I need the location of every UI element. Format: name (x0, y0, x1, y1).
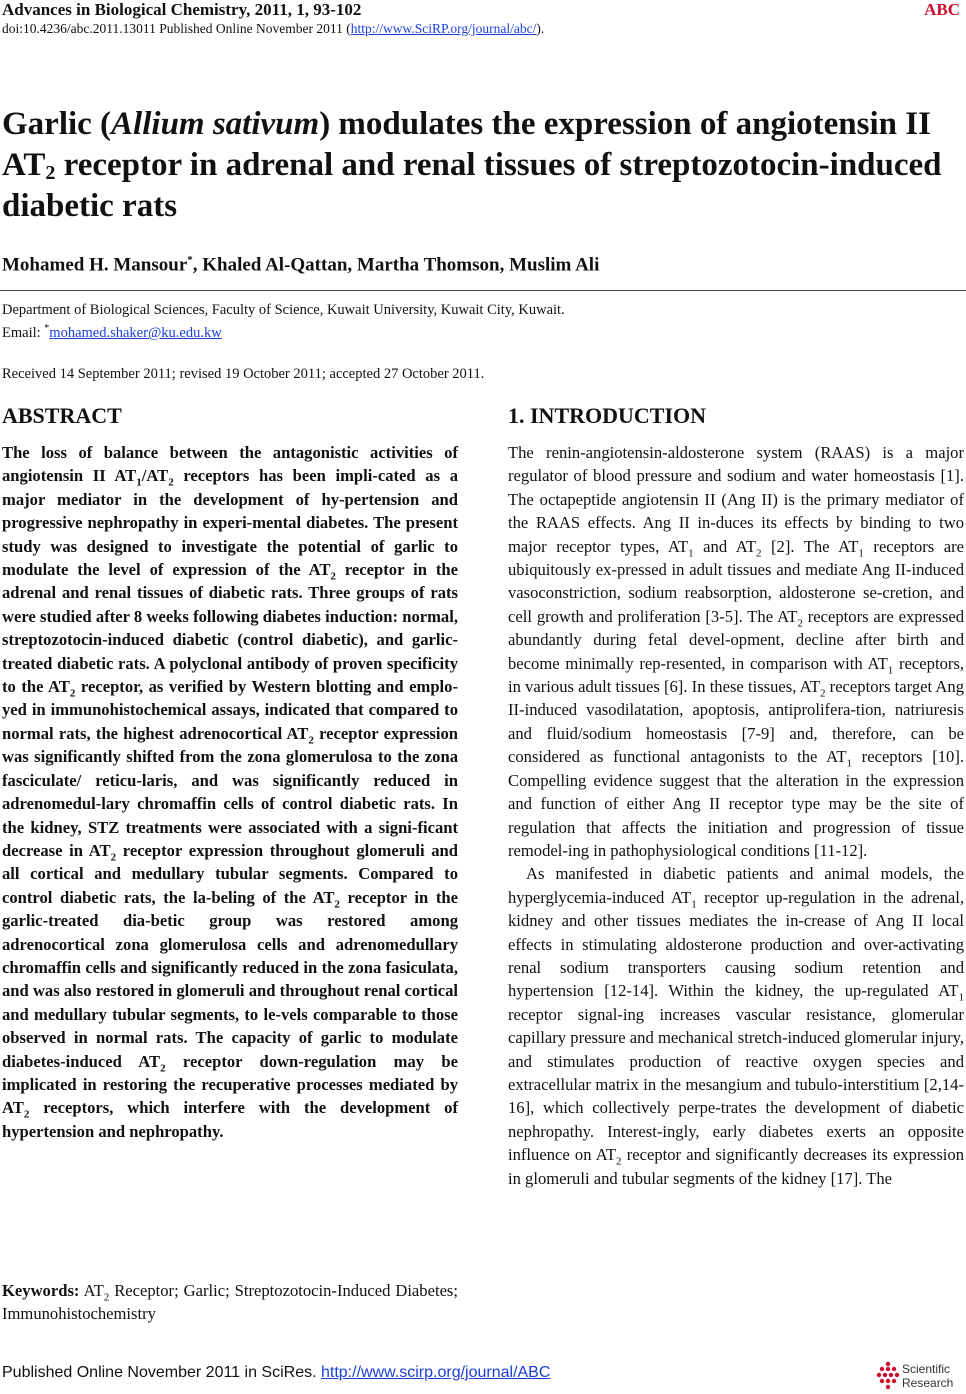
received-dates: Received 14 September 2011; revised 19 October 2011; accepted 27 October 2011. (2, 366, 485, 382)
journal-link[interactable]: http://www.SciRP.org/journal/abc/ (350, 21, 537, 36)
journal-abbrev-mark: ABC (924, 0, 960, 19)
title-text: receptor in adrenal and renal tissues of streptozotocin-induced diabetic rats (2, 147, 942, 224)
author-list (2, 254, 599, 276)
corresponding-mark: * (44, 323, 50, 334)
intro-paragraph-1: The renin-angiotensin-aldosterone system (RAAS) is a major regulator of blood pressure and sodium and water homeostasis [1]. The octapeptide angiotensin II (Ang II) is the primary mediator of the RAAS effects. Ang II in-duces its effects by binding to two major receptor types, $AT_1$ and $AT_2$ [2]. The $AT_1$ receptors are ubiquitously ex-pressed in adult tissues and mediate Ang II-induced vasoconstriction, sodium reabsorption, aldosterone se-cretion, and cell growth and proliferation [3-5]. The $AT_2$ receptors are expressed abundantly during fetal devel-opment, decline after birth and become minimally rep-resented, in comparison with $AT_1$ receptors, in various adult tissues [6]. In these tissues, $AT_2$ receptors target Ang II-induced vasodilatation, apoptosis, antiprolifera-tion, natriuresis and fluid/sodium homeostasis [7-9] and, therefore, can be considered as functional antagonists to the $AT_1$ receptors [10]. Compelling evidence suggest that the alteration in the expression and function of either Ang II receptor type may be the site of regulation that affects the initiation and progression of tissue remodel-ing in pathophysiological conditions [11-12]. (508, 443, 965, 860)
journal-citation: Advances in Biological Chemistry, 2011, 1, 93-102 (2, 0, 362, 19)
paper-title (2, 104, 962, 227)
introduction-heading: 1. INTRODUCTION (508, 403, 707, 428)
keywords-label: Keywords: (2, 1281, 80, 1300)
corresponding-mark: * (187, 254, 193, 266)
abstract-text: The loss of balance between the antagonistic activities of angiotensin II $AT_1/AT_2$ receptors has been impli-cated as a major mediator in the development of hy-pertension and progressive nephropathy in experi-mental diabetes. The present study was designed to investigate the potential of garlic to modulate the level of expression of the $AT_2$ receptor in the adrenal and renal tissues of diabetic rats. Three groups of rats were studied after 8 weeks following diabetes induction: normal, streptozotocin-induced diabetic (control diabetic), and garlic-treated diabetic rats. A polyclonal antibody of proven specificity to the $AT_2$ receptor, as verified by Western blotting and emplo-yed in immunohistochemical assays, indicated that compared to normal rats, the highest adrenocortical $AT_2$ receptor expression was significantly shifted from the zona glomerulosa to the zona fasciculate/ reticu-laris, and was significantly reduced in adrenomedul-lary chromaffin cells of control diabetic rats. In the kidney, STZ treatments were associated with a signi-ficant decrease in $AT_2$ receptor expression throughout glomeruli and all cortical and medullary tubular segments. Compared to control diabetic rats, the la-beling of the $AT_2$ receptor in the garlic-treated dia-betic group was restored among adrenocortical zona glomerulosa cells and adrenomedullary chromaffin cells and significantly reduced in the zona fasiculata, and was also restored in glomeruli and throughout renal cortical and medullary tubular segments, to le-vels comparable to those observed in normal rats. The capacity of garlic to modulate diabetes-induced $AT_2$ receptor down-regulation may be implicated in restoring the recuperative processes mediated by $AT_2$ receptors, which interfere with the development of hypertension and nephropathy. (2, 443, 458, 1141)
introduction-text (508, 441, 964, 1190)
footer-text: Published Online November 2011 in SciRes. (2, 1364, 321, 1381)
abstract-heading: ABSTRACT (2, 403, 122, 428)
email-link[interactable]: mohamed.shaker@ku.edu.kw (49, 324, 222, 341)
doi-suffix: ). (536, 21, 545, 36)
logo-text: Scientific Research (902, 1362, 954, 1390)
email-line (2, 323, 222, 342)
title-text: ) modulates the expression of angiotensin II AT (2, 106, 931, 183)
affiliation: Department of Biological Sciences, Faculty of Science, Kuwait University, Kuwait City, Kuwait. (2, 302, 565, 318)
divider (0, 290, 966, 291)
footer-link[interactable]: http://www.scirp.org/journal/ABC (320, 1364, 551, 1381)
author-name: Mohamed H. Mansour (2, 254, 188, 276)
title-text: Garlic ( (2, 106, 112, 142)
title-species: Allium sativum (111, 106, 320, 142)
publisher-logo (876, 1360, 964, 1392)
logo-dots-icon (876, 1361, 900, 1391)
doi-text: doi:10.4236/abc.2011.13011 Published Online November 2011 ( (2, 21, 351, 36)
doi-line (2, 21, 544, 37)
footer (2, 1364, 550, 1382)
title-subscript: 2 (45, 162, 56, 184)
intro-paragraph-2: As manifested in diabetic patients and animal models, the hyperglycemia-induced $AT_1$ receptor up-regulation in the adrenal, kidney and other tissues mediates the in-crease of Ang II local effects in stimulating aldosterone production and over-activating renal sodium transporters causing sodium retention and hypertension [12-14]. Within the kidney, the up-regulated $AT_1$ receptor signal-ing increases vascular resistance, glomerular capillary pressure and mechanical stretch-induced glomerular injury, and stimulates production of reactive oxygen species and extracellular matrix in the mesangium and tubulo-interstitium [2,14-16], which collectively perpe-trates the development of diabetic nephropathy. Interest-ingly, early diabetes exerts an opposite influence on $AT_2$ receptor and significantly decreases its expression in glomeruli and tubular segments of the kidney [17]. The (508, 864, 964, 1188)
author-names: , Khaled Al-Qattan, Martha Thomson, Muslim Ali (192, 254, 600, 276)
email-label: Email: (2, 324, 45, 341)
keywords: Keywords: $AT_2$ Receptor; Garlic; Streptozotocin-Induced Diabetes; Immunohistochemistry (2, 1281, 459, 1324)
